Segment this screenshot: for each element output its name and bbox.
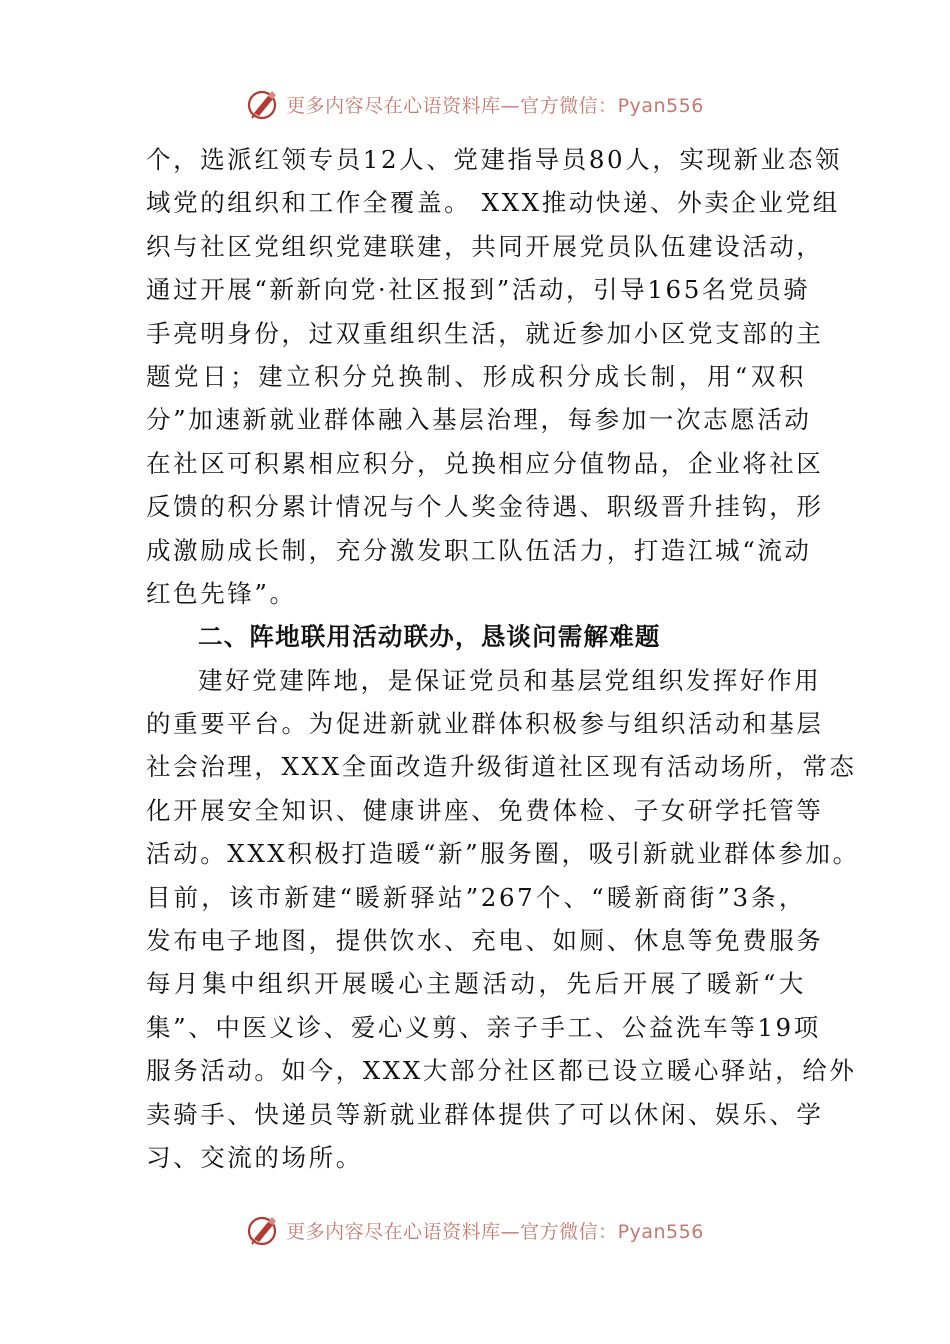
text-line: 在社区可积累相应积分，兑换相应分值物品，企业将社区 bbox=[146, 448, 824, 478]
paragraph-1 bbox=[146, 138, 843, 615]
text-line: 红色先锋”。 bbox=[146, 578, 297, 608]
text-line: 每月集中组织开展暖心主题活动，先后开展了暖新“大 bbox=[146, 969, 806, 999]
text-line: 习、交流的场所。 bbox=[146, 1142, 363, 1172]
text-line: 分”加速新就业群体融入基层治理，每参加一次志愿活动 bbox=[146, 405, 812, 435]
text-line: 发布电子地图，提供饮水、充电、如厕、休息等免费服务 bbox=[146, 926, 824, 956]
text-line: 集”、中医义诊、爱心义剪、亲子手工、公益洗车等19项 bbox=[146, 1012, 821, 1042]
text-line: 活动。XXX积极打造暖“新”服务圈，吸引新就业群体参加。 bbox=[146, 839, 860, 869]
header-watermark-banner bbox=[0, 84, 950, 124]
text-line: 服务活动。如今，XXX大部分社区都已设立暖心驿站，给外 bbox=[146, 1056, 857, 1086]
pen-nib-logo-icon bbox=[246, 87, 280, 121]
text-line: 的重要平台。为促进新就业群体积极参与组织活动和基层 bbox=[146, 709, 824, 739]
document-body bbox=[146, 138, 860, 1179]
text-line: 织与社区党组织党建联建，共同开展党员队伍建设活动， bbox=[146, 231, 824, 261]
text-line: 域党的组织和工作全覆盖。 XXX推动快递、外卖企业党组 bbox=[146, 188, 840, 218]
text-line: 成激励成长制，充分激发职工队伍活力，打造江城“流动 bbox=[146, 535, 812, 565]
paragraph-2 bbox=[146, 659, 860, 1180]
watermark-text: 更多内容尽在心语资料库—官方微信：Pyan556 bbox=[286, 1220, 704, 1243]
watermark-text: 更多内容尽在心语资料库—官方微信：Pyan556 bbox=[286, 94, 704, 117]
footer-watermark-banner bbox=[0, 1210, 950, 1250]
text-line: 个，选派红领专员12人、党建指导员80人，实现新业态领 bbox=[146, 145, 843, 174]
text-line: 手亮明身份，过双重组织生活，就近参加小区党支部的主 bbox=[146, 318, 824, 348]
text-line: 目前，该市新建“暖新驿站”267个、“暖新商街”3条， bbox=[146, 882, 806, 912]
text-line: 反馈的积分累计情况与个人奖金待遇、职级晋升挂钩，形 bbox=[146, 492, 824, 522]
pen-nib-logo-icon bbox=[246, 1213, 280, 1247]
section-heading: 二、阵地联用活动联办，恳谈问需解难题 bbox=[198, 622, 661, 652]
text-line: 建好党建阵地，是保证党员和基层党组织发挥好作用 bbox=[198, 665, 822, 695]
text-line: 通过开展“新新向党·社区报到”活动，引导165名党员骑 bbox=[146, 275, 811, 305]
text-line: 题党日；建立积分兑换制、形成积分成长制，用“双积 bbox=[146, 361, 806, 391]
text-line: 社会治理，XXX全面改造升级街道社区现有活动场所，常态 bbox=[146, 752, 857, 782]
text-line: 卖骑手、快递员等新就业群体提供了可以休闲、娱乐、学 bbox=[146, 1099, 824, 1129]
text-line: 化开展安全知识、健康讲座、免费体检、子女研学托管等 bbox=[146, 795, 824, 825]
